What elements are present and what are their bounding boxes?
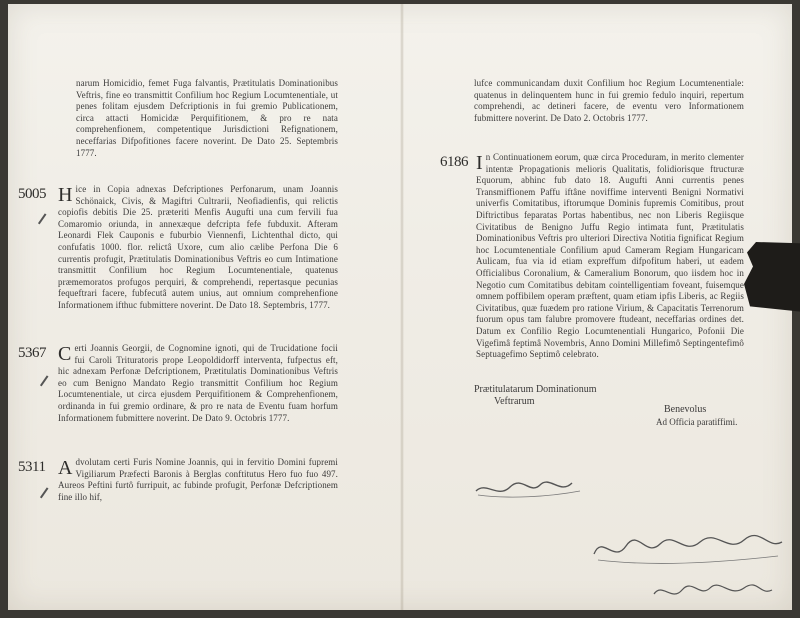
entry-number: 5311 [18,459,46,475]
ad-officia-text: Ad Officia paratiffimi. [656,417,738,427]
entry-paragraph [476,152,744,361]
drop-cap: C [58,343,72,365]
entry-paragraph [58,457,338,503]
left-intro-text: narum Homicidio, femet Fuga falvantis, Prætitulatis Dominationibus Veftris, fine eo transmittit Confilium hoc Regium Locumtenentiale, ut penes folitam ejusdem Defcriptionis in fui gremio Publicationem, circa attacti Homicidæ Perquifitionem, & pro re nata comprehenfionem, competentique Jurisdictioni Refignationem, neceffarias Difpofitiones facere noverint. De Dato 25. Septembris 1777. [76,78,338,158]
right-intro-text: lufce communicandam duxit Confilium hoc Regium Locumtenentiale: quatenus in delinquentem hunc in fui gremio fedulo inquiri, repertum comprehendi, ac detineri facere, de eventu vero Informationem fubmittere noverint. De Dato 2. Octobris 1777. [474,78,744,123]
entry-number: 5005 [18,186,46,202]
entry-number: 6186 [440,154,468,170]
left-intro-paragraph [76,78,338,159]
margin-mark [38,213,46,224]
signature-drawing [468,469,588,509]
margin-mark [40,375,48,386]
torn-edge [744,242,800,312]
entry-text: erti Joannis Georgii, de Cognomine ignoti, qui de Trucidatione focii fui Caroli Trituratoris prope Leopoldidorff interventa, fufpectus eft, hic adnexam Perfonæ Defcriptionem, Prætitulatis Dominationibus Veftris eo cum Benigno Mandato Regio transmittit Confilium hoc Regium Locumtenentiale, ut circa ejusdem Perquifitionem & Comprehenfionem, ordinanda in fui gremio ordinare, & pro re nata de Eventu fuam horfum Informationem fubmittere noverint. De Dato 9. Octobris 1777. [58,343,338,423]
entry-text: n Continuationem eorum, quæ circa Proceduram, in merito clementer intentæ Propagationis melioris Qualitatis, folidiorisque ftructuræ Equorum, abhinc fub dato 18. Augufti Anni currentis penes Transmiffionem Paffu iftâne noviffime interventi Benigni Normativi univerfis Comitatibus, iftorumque Dominis fupremis Comitibus, prout Diftrictibus feparatas Portas habentibus, nec non Liberis Regiisque Civitatibus de Benigno Juffu Regio intimata funt, Prætitulatis Dominationibus Veftris pro ulteriori Directiva Notitia fignificat Regium hoc Locumtenentiale Confilium apud Cameram Regiam Hungaricam Aulicam, fua via id etiam expreffum difpofitum haberi, ut eadem Officialibus Coronalium, & Cameralium Bonorum, quo iisdem hoc in Negotio cum Comitatibus debitam cointelligentiam foveant, fuisemque omnem poffibilem operam præftent, quam etiam ipfis Liberis, ac Regiis Civitatibus, quæ fuædem pro ratione Virium, & Capacitatis Terrenorum fuorum opus tam falubre promovere ftudeant, neceffarias ordines det. Datum ex Confilio Regio Locumtenentiali Hungarico, Pofonii Die Vigefimâ feptimâ Novembris, Anno Domini Millefimô Septingentefimô Septuagefimo Septimô celebrato. [476,152,744,360]
signature-drawing [588,524,788,574]
document-sheet [8,4,792,610]
entry-paragraph [58,184,338,312]
benevolus-text: Benevolus [664,404,707,415]
entry-text: dvolutam certi Furis Nomine Joannis, qui in fervitio Domini fupremi Vigiliarum Præfecti Baronis à Berglas conftitutus Hero fuo fuo 497. Aureos Peftini furtô furripuit, ac fubinde profugit, Perfonæ Defcriptionem fine illo hif, [58,457,338,502]
right-intro-paragraph [474,78,744,124]
margin-mark [40,487,48,498]
entry-number: 5367 [18,345,46,361]
drop-cap: H [58,184,73,206]
closing-line: Prætitulatarum Dominationum [474,384,597,395]
entry-text: ice in Copia adnexas Defcriptiones Perfonarum, unam Joannis Schönaick, Civis, & Magiftri Cultrarii, Neofiadienfis, qui relictis copiofis debitis Die 25. præteriti Menfis Augufti una cum fervili fua Comaromio oriunda, in annexæque defcripta fefe fubduxit. Afteram Leonardi Flek Cauponis e fuburbio Viennenfi, Lichtenthal dicto, qui confufatis 1000. flor. relictâ Uxore, cum alio cælibe Perfona Die 6 currentis profugit, Prætitulatis Dominationibus Veftris eo cum Intimatione transmittit Confilium hoc Regium Locumtenentiale, quatenus præmemoratos profugos perquiri, & comprehendi, repertasque pecunias fequeftrari facere, fubfecutâ autem unius, aut omnium comprehenfione Informationem ifthuc fubmittere noverint. De Dato 18. Septembris, 1777. [58,184,338,310]
entry-paragraph [58,343,338,424]
closing-line: Veftrarum [494,396,535,407]
closing-benevolus [656,404,776,428]
drop-cap: A [58,457,73,479]
drop-cap: I [476,152,483,174]
page-fold [400,4,404,610]
signature-drawing [648,576,778,606]
